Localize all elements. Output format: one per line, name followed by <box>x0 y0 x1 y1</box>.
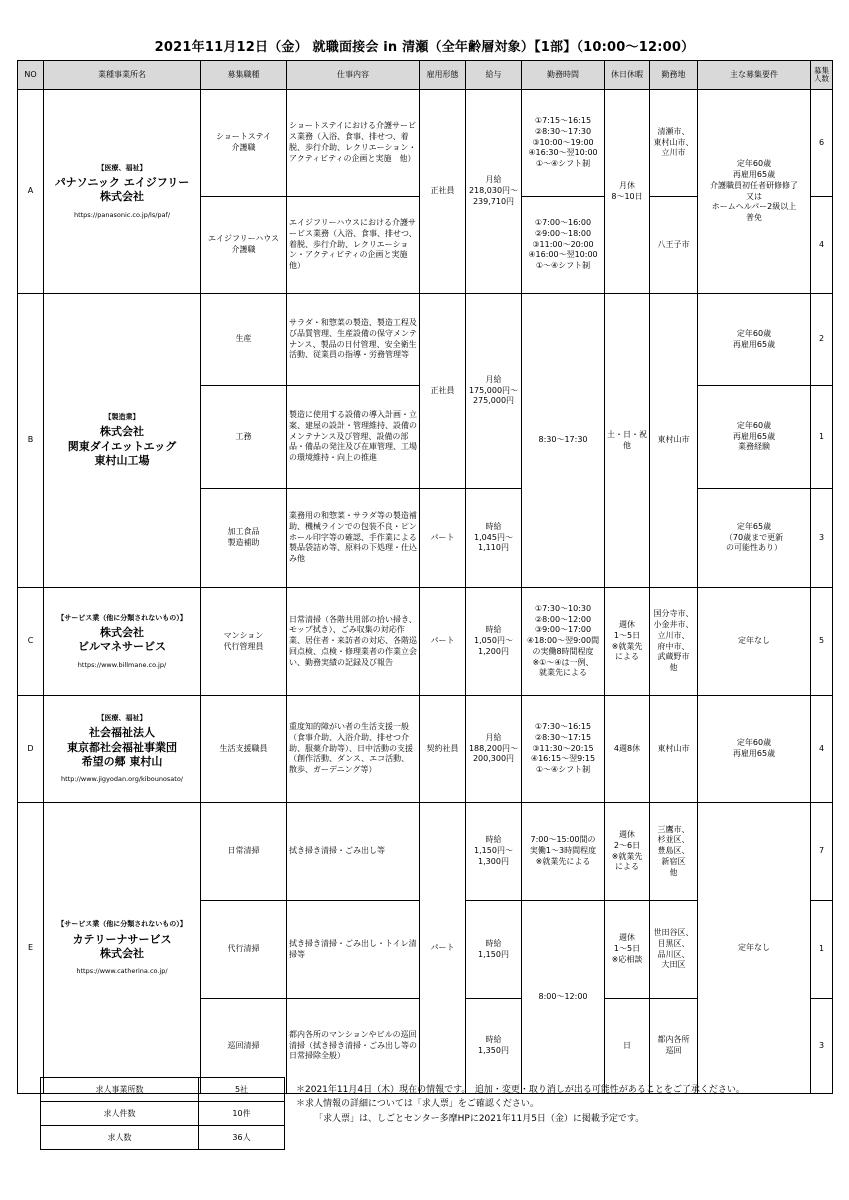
job-title: 日常清掃 <box>201 803 287 901</box>
table-row <box>18 696 833 803</box>
requirements: 定年なし <box>698 803 811 1094</box>
company-category: 【医療、福祉】 <box>97 163 147 172</box>
company-cell-e <box>44 803 201 1094</box>
salary: 月給 175,000円～ 275,000円 <box>466 294 522 489</box>
recruit-count: 4 <box>811 197 833 294</box>
recruit-count: 5 <box>811 588 833 696</box>
holiday: 週休 1～5日 ※応相談 <box>605 901 650 999</box>
company-category: 【サービス業（他に分類されないもの）】 <box>57 920 187 929</box>
job-listing-table <box>17 60 833 1094</box>
header-salary: 給与 <box>466 61 522 90</box>
work-hours: ①7:30～10:30 ②8:00～12:00 ③9:00～17:00 ④18:00～翌9:00間 の実働8時間程度 ※①～④は一例、 就業先による <box>522 588 605 696</box>
company-name: 社会福祉法人 東京都社会福祉事業団 希望の郷 東村山 <box>67 726 177 768</box>
job-title: 加工食品 製造補助 <box>201 489 287 588</box>
summary-value: 36人 <box>199 1126 285 1150</box>
company-name: 株式会社 ビルマネサービス <box>78 626 166 654</box>
holiday: 週休 2～6日 ※就業先 による <box>605 803 650 901</box>
work-location: 東村山市 <box>650 294 698 588</box>
requirements: 定年60歳 再雇用65歳 介護職員初任者研修修了 又は ホームヘルパー2級以上 普免 <box>698 90 811 294</box>
requirements: 定年60歳 再雇用65歳 <box>698 294 811 386</box>
job-title: 生活支援職員 <box>201 696 287 803</box>
job-title: 巡回清掃 <box>201 999 287 1094</box>
job-title: 工務 <box>201 386 287 489</box>
summary-value: 5社 <box>199 1078 285 1102</box>
recruit-count: 3 <box>811 489 833 588</box>
salary: 時給 1,150円～ 1,300円 <box>466 803 522 901</box>
salary: 時給 1,045円～ 1,110円 <box>466 489 522 588</box>
salary: 月給 218,030円～ 239,710円 <box>466 90 522 294</box>
work-hours: 8:00～12:00 <box>522 901 605 1094</box>
employment-type: パート <box>420 803 466 1094</box>
job-duty: 拭き掃き清掃・ごみ出し等 <box>287 803 420 901</box>
summary-value: 10件 <box>199 1102 285 1126</box>
job-duty: 拭き掃き清掃・ごみ出し・トイレ清掃等 <box>287 901 420 999</box>
work-location: 都内各所 巡回 <box>650 999 698 1094</box>
company-category: 【医療、福祉】 <box>97 713 147 722</box>
page-title: 2021年11月12日（金） 就職面接会 in 清瀬（全年齢層対象）【1部】（10:00～12:00） <box>154 40 695 55</box>
table-row <box>18 588 833 696</box>
job-title: エイジフリーハウス 介護職 <box>201 197 287 294</box>
note-line: ＊2021年11月4日（木）現在の情報です。 追加・変更・取り消しが出る可能性があることをご了承ください。 <box>296 1085 745 1095</box>
requirements: 定年60歳 再雇用65歳 <box>698 696 811 803</box>
summary-row <box>41 1078 285 1102</box>
employment-type: パート <box>420 588 466 696</box>
summary-label: 求人数 <box>41 1126 199 1150</box>
job-title: 生産 <box>201 294 287 386</box>
summary-table <box>40 1077 285 1150</box>
job-duty: 業務用の和惣菜・サラダ等の製造補助、機械ラインでの包装不良・ピンホール印字等の確認、手作業による製品袋詰め等、原料の下処理・仕込み他 <box>287 489 420 588</box>
holiday: 日 <box>605 999 650 1094</box>
company-name: パナソニック エイジフリー 株式会社 <box>54 176 190 204</box>
table-row <box>18 294 833 386</box>
recruit-count: 2 <box>811 294 833 386</box>
company-category: 【サービス業（他に分類されないもの）】 <box>57 613 187 622</box>
table-row <box>18 90 833 197</box>
job-duty: 都内各所のマンションやビルの巡回清掃（拭き掃き清掃・ごみ出し等の日常掃除全般） <box>287 999 420 1094</box>
employment-type: パート <box>420 489 466 588</box>
work-hours: ①7:30～16:15 ②8:30～17:15 ③11:30～20:15 ④16:15～翌9:15 ①～④シフト制 <box>522 696 605 803</box>
row-no-d: D <box>18 696 44 803</box>
company-cell-b <box>44 294 201 588</box>
notes <box>296 1083 745 1126</box>
company-category: 【製造業】 <box>104 412 140 421</box>
salary: 月給 188,200円～ 200,300円 <box>466 696 522 803</box>
work-hours: 8:30～17:30 <box>522 294 605 588</box>
recruit-count: 7 <box>811 803 833 901</box>
header-holiday: 休日休暇 <box>605 61 650 90</box>
holiday: 土・日・祝 他 <box>605 294 650 588</box>
requirements: 定年なし <box>698 588 811 696</box>
header-hours: 勤務時間 <box>522 61 605 90</box>
company-url: http://www.jigyodan.org/kibounosato/ <box>60 775 183 784</box>
work-hours: 7:00～15:00間の 実働1～3時間程度 ※就業先による <box>522 803 605 901</box>
job-title: マンション 代行管理員 <box>201 588 287 696</box>
holiday: 月休 8～10日 <box>605 90 650 294</box>
company-url: https://panasonic.co.jp/ls/paf/ <box>73 210 171 219</box>
holiday: 4週8休 <box>605 696 650 803</box>
work-hours: ①7:00～16:00 ②9:00～18:00 ③11:00～20:00 ④16:00～翌10:00 ①～④シフト制 <box>522 197 605 294</box>
company-name: カテリーナサービス 株式会社 <box>72 932 172 960</box>
work-location: 清瀬市、 東村山市、 立川市 <box>650 90 698 197</box>
header-count: 募集人数 <box>811 61 833 90</box>
job-duty: 重度知的障がい者の生活支援一般（食事介助、入浴介助、排せつ介助、服薬介助等）、日中活動の支援（創作活動、ダンス、エコ活動、散歩、ガーデニング等） <box>287 696 420 803</box>
header-no: NO <box>18 61 44 90</box>
employment-type: 正社員 <box>420 90 466 294</box>
summary-row <box>41 1102 285 1126</box>
summary-row <box>41 1126 285 1150</box>
salary: 時給 1,050円～ 1,200円 <box>466 588 522 696</box>
job-duty: 日常清掃（各階共用部の拾い掃き、モップ拭き）、ごみ収集の対応作業、居住者・来訪者の対応、各階巡回点検、点検・修理業者の作業立会い、勤務実績の記録及び報告 <box>287 588 420 696</box>
company-name: 株式会社 関東ダイエットエッグ 東村山工場 <box>67 425 177 467</box>
summary-label: 求人事業所数 <box>41 1078 199 1102</box>
company-cell-d <box>44 696 201 803</box>
salary: 時給 1,150円 <box>466 901 522 999</box>
work-location: 東村山市 <box>650 696 698 803</box>
company-url: https://www.catherina.co.jp/ <box>76 967 168 976</box>
job-duty: サラダ・和惣菜の製造、製造工程及び品質管理、生産設備の保守メンテナンス、製品の日付管理、安全衛生活動、従業員の指導・労務管理等 <box>287 294 420 386</box>
work-location: 三鷹市、 杉並区、 豊島区、 新宿区 他 <box>650 803 698 901</box>
work-location: 世田谷区、 目黒区、 品川区、 大田区 <box>650 901 698 999</box>
note-line: 「求人票」は、しごとセンター多摩HPに2021年11月5日（金）に掲載予定です。 <box>314 1113 645 1124</box>
row-no-a: A <box>18 90 44 294</box>
job-title: ショートステイ 介護職 <box>201 90 287 197</box>
holiday: 週休 1～5日 ※就業先 による <box>605 588 650 696</box>
header-row <box>18 61 833 90</box>
header-location: 勤務地 <box>650 61 698 90</box>
salary: 時給 1,350円 <box>466 999 522 1094</box>
company-cell-a <box>44 90 201 294</box>
recruit-count: 1 <box>811 901 833 999</box>
note-line: ＊求人情報の詳細については「求人票」をご確認ください。 <box>296 1099 539 1110</box>
row-no-c: C <box>18 588 44 696</box>
employment-type: 契約社員 <box>420 696 466 803</box>
requirements: 定年65歳 （70歳まで更新 の可能性あり） <box>698 489 811 588</box>
summary-label: 求人件数 <box>41 1102 199 1126</box>
header-requirements: 主な募集要件 <box>698 61 811 90</box>
company-url: https://www.billmane.co.jp/ <box>77 660 167 669</box>
header-employment: 雇用形態 <box>420 61 466 90</box>
recruit-count: 3 <box>811 999 833 1094</box>
employment-type: 正社員 <box>420 294 466 489</box>
job-duty: エイジフリーハウスにおける介護サービス業務（入浴、食事、排せつ、着脱、歩行介助、レクリエーション・アクティビティの企画と実施 他） <box>287 197 420 294</box>
header-company: 業種事業所名 <box>44 61 201 90</box>
requirements: 定年60歳 再雇用65歳 業務経験 <box>698 386 811 489</box>
recruit-count: 4 <box>811 696 833 803</box>
recruit-count: 1 <box>811 386 833 489</box>
work-location: 八王子市 <box>650 197 698 294</box>
work-location: 国分寺市、 小金井市、 立川市、 府中市、 武蔵野市 他 <box>650 588 698 696</box>
company-cell-c <box>44 588 201 696</box>
row-no-b: B <box>18 294 44 588</box>
work-hours: ①7:15～16:15 ②8:30～17:30 ③10:00～19:00 ④16:30～翌10:00 ①～④シフト制 <box>522 90 605 197</box>
job-duty: 製造に使用する設備の導入計画・立案、建屋の設計・管理維持、設備のメンテナンス及び管理、設備の部品・備品の発注及び在庫管理、工場の環境維持・向上の推進 <box>287 386 420 489</box>
header-job: 募集職種 <box>201 61 287 90</box>
row-no-e: E <box>18 803 44 1094</box>
table-row <box>18 803 833 901</box>
job-title: 代行清掃 <box>201 901 287 999</box>
header-duty: 仕事内容 <box>287 61 420 90</box>
job-duty: ショートステイにおける介護サービス業務（入浴、食事、排せつ、着脱、歩行介助、レクリエーション・アクティビティの企画と実施 他） <box>287 90 420 197</box>
recruit-count: 6 <box>811 90 833 197</box>
